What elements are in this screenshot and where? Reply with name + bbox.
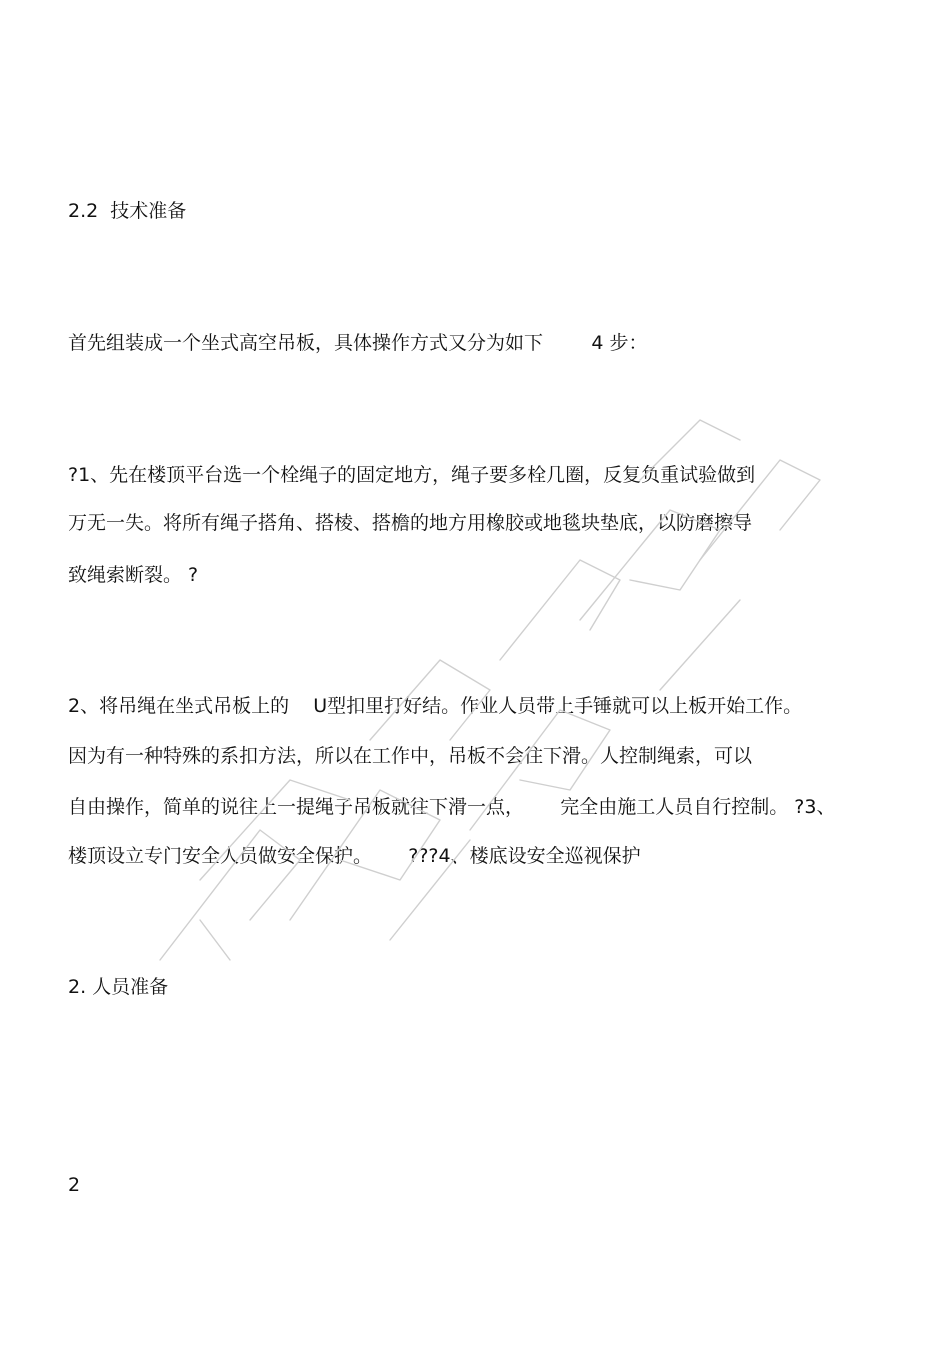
- step2-line-4: 楼顶设立专门安全人员做安全保护。 ???4、楼底设安全巡视保护: [68, 845, 641, 867]
- section-heading-personnel: 2. 人员准备: [68, 976, 169, 998]
- step2-line-3: 自由操作，简单的说往上一提绳子吊板就往下滑一点， 完全由施工人员自行控制。 ?3、: [68, 796, 836, 818]
- watermark: [140, 360, 840, 980]
- intro-paragraph: 首先组装成一个坐式高空吊板，具体操作方式又分为如下 4 步：: [68, 332, 648, 354]
- step2-line-2: 因为有一种特殊的系扣方法，所以在工作中，吊板不会往下滑。人控制绳索，可以: [68, 745, 753, 767]
- step2-line-1: 2、将吊绳在坐式吊板上的 U型扣里打好结。作业人员带上手锤就可以上板开始工作。: [68, 695, 803, 717]
- step1-line-3: 致绳索断裂。 ?: [68, 564, 199, 586]
- step1-line-1: ?1、先在楼顶平台选一个栓绳子的固定地方，绳子要多栓几圈，反复负重试验做到: [68, 464, 756, 486]
- step1-line-2: 万无一失。将所有绳子搭角、搭棱、搭檐的地方用橡胶或地毯块垫底，以防磨擦导: [68, 512, 753, 534]
- page-number: 2: [68, 1174, 81, 1196]
- section-heading-tech: 2.2 技术准备: [68, 200, 187, 222]
